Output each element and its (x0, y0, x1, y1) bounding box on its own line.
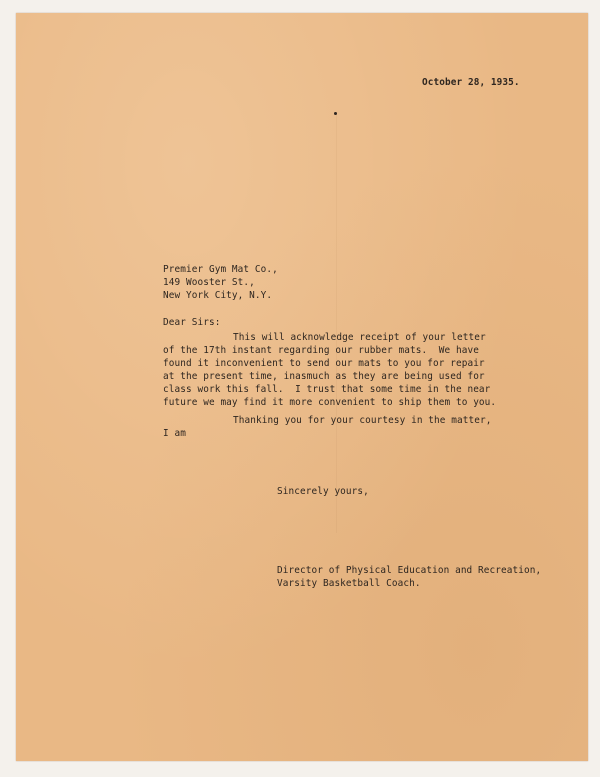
signature-title-2: Varsity Basketball Coach. (277, 578, 421, 589)
body-line-4: at the present time, inasmuch as they are being used for (163, 371, 485, 382)
recipient-name: Premier Gym Mat Co., (163, 264, 278, 275)
body-closing-cont: I am (163, 428, 186, 439)
body-line-6: future we may find it more convenient to ship them to you. (163, 397, 497, 408)
body-closing-line: Thanking you for your courtesy in the matter, (233, 415, 492, 426)
body-line-1: This will acknowledge receipt of your letter (233, 332, 486, 343)
letter-date: October 28, 1935. (422, 77, 520, 88)
body-line-5: class work this fall. I trust that some time in the near (163, 384, 491, 395)
salutation: Dear Sirs: (163, 317, 221, 328)
complimentary-close: Sincerely yours, (277, 486, 369, 497)
body-line-2: of the 17th instant regarding our rubber mats. We have (163, 345, 479, 356)
letter-paper (16, 13, 588, 761)
ink-dot (334, 112, 337, 115)
signature-title-1: Director of Physical Education and Recreation, (277, 565, 542, 576)
body-line-3: found it inconvenient to send our mats to you for repair (163, 358, 485, 369)
fold-mark (336, 113, 337, 533)
recipient-city: New York City, N.Y. (163, 290, 273, 301)
recipient-street: 149 Wooster St., (163, 277, 255, 288)
